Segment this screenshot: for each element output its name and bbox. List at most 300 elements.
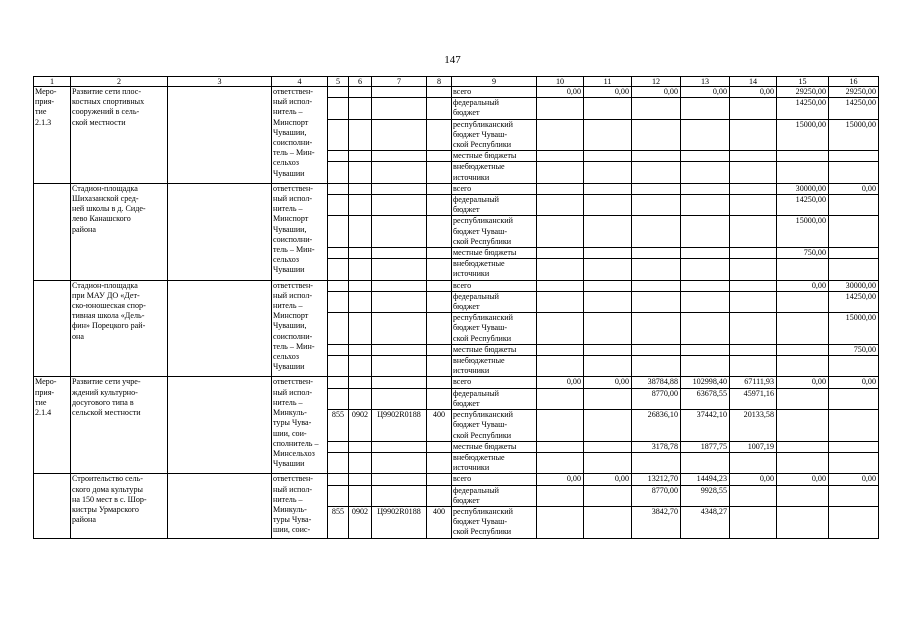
budget-code-cell <box>328 377 349 388</box>
amount-cell <box>584 259 632 280</box>
empty-cell <box>168 474 272 538</box>
budget-code-cell <box>372 356 427 377</box>
budget-code-cell <box>427 183 452 194</box>
amount-cell: 67111,93 <box>730 377 777 388</box>
empty-cell <box>168 280 272 377</box>
budget-code-cell <box>328 98 349 119</box>
budget-code-cell <box>328 388 349 409</box>
amount-cell: 15000,00 <box>829 119 879 151</box>
measure-cell <box>34 183 71 280</box>
page-number: 147 <box>444 54 461 66</box>
amount-cell: 15000,00 <box>777 119 829 151</box>
column-number: 2 <box>71 77 168 87</box>
budget-code-cell <box>372 452 427 473</box>
column-number: 11 <box>584 77 632 87</box>
amount-cell: 15000,00 <box>777 216 829 248</box>
amount-cell: 30000,00 <box>829 280 879 291</box>
budget-code-cell <box>427 98 452 119</box>
amount-cell <box>584 344 632 355</box>
column-number: 4 <box>272 77 328 87</box>
budget-code-cell <box>349 474 372 485</box>
budget-code-cell <box>427 87 452 98</box>
amount-cell <box>537 280 584 291</box>
budget-code-cell <box>427 441 452 452</box>
amount-cell <box>829 162 879 183</box>
column-number: 12 <box>632 77 681 87</box>
budget-code-cell <box>349 259 372 280</box>
amount-cell <box>777 506 829 538</box>
amount-cell <box>584 280 632 291</box>
amount-cell <box>777 452 829 473</box>
column-number: 15 <box>777 77 829 87</box>
budget-code-cell <box>349 452 372 473</box>
empty-cell <box>168 87 272 184</box>
amount-cell <box>730 195 777 216</box>
amount-cell <box>730 248 777 259</box>
budget-code-cell <box>349 313 372 345</box>
budget-code-cell <box>349 377 372 388</box>
budget-code-cell <box>427 356 452 377</box>
column-number: 16 <box>829 77 879 87</box>
amount-cell <box>777 313 829 345</box>
amount-cell: 8770,00 <box>632 388 681 409</box>
budget-code-cell <box>372 441 427 452</box>
amount-cell <box>777 388 829 409</box>
amount-cell: 15000,00 <box>829 313 879 345</box>
amount-cell <box>537 344 584 355</box>
executor-cell: ответствен- ный испол- нитель – Минкуль- туры Чува- шии, соис- <box>272 474 328 538</box>
budget-code-cell: 400 <box>427 506 452 538</box>
budget-code-cell <box>349 248 372 259</box>
amount-cell <box>584 119 632 151</box>
budget-code-cell: Ц9902R0188 <box>372 506 427 538</box>
amount-cell: 0,00 <box>537 377 584 388</box>
budget-code-cell <box>328 162 349 183</box>
amount-cell <box>829 506 879 538</box>
budget-code-cell <box>328 216 349 248</box>
budget-code-cell <box>427 485 452 506</box>
amount-cell: 3842,70 <box>632 506 681 538</box>
amount-cell <box>681 356 730 377</box>
amount-cell <box>681 344 730 355</box>
budget-code-cell <box>328 119 349 151</box>
amount-cell <box>537 195 584 216</box>
budget-code-cell <box>372 151 427 162</box>
table-row <box>34 87 879 98</box>
amount-cell: 0,00 <box>584 87 632 98</box>
budget-code-cell <box>328 195 349 216</box>
column-number: 5 <box>328 77 349 87</box>
budget-code-cell <box>328 356 349 377</box>
amount-cell <box>537 485 584 506</box>
amount-cell <box>632 119 681 151</box>
amount-cell <box>632 291 681 312</box>
budget-table <box>33 76 879 539</box>
budget-code-cell <box>372 313 427 345</box>
amount-cell: 0,00 <box>829 377 879 388</box>
budget-code-cell <box>328 313 349 345</box>
amount-cell <box>584 216 632 248</box>
budget-code-cell <box>349 291 372 312</box>
amount-cell <box>777 485 829 506</box>
amount-cell <box>829 259 879 280</box>
amount-cell <box>777 259 829 280</box>
budget-code-cell <box>349 344 372 355</box>
budget-code-cell <box>349 183 372 194</box>
amount-cell <box>829 441 879 452</box>
amount-cell <box>681 151 730 162</box>
amount-cell <box>829 248 879 259</box>
amount-cell <box>681 195 730 216</box>
executor-cell: ответствен- ный испол- нитель – Минспорт Чувашии, соисполни- тель – Мин- сельхоз Чувашии <box>272 183 328 280</box>
budget-code-cell <box>372 195 427 216</box>
budget-code-cell <box>427 388 452 409</box>
funding-source-cell: республиканский бюджет Чуваш- ской Республики <box>452 410 537 442</box>
amount-cell <box>632 259 681 280</box>
amount-cell <box>584 452 632 473</box>
table-row <box>34 474 879 485</box>
budget-code-cell <box>349 280 372 291</box>
column-number: 14 <box>730 77 777 87</box>
budget-code-cell <box>427 313 452 345</box>
amount-cell <box>537 291 584 312</box>
amount-cell <box>777 410 829 442</box>
amount-cell <box>777 151 829 162</box>
budget-code-cell <box>372 162 427 183</box>
budget-code-cell <box>349 485 372 506</box>
amount-cell <box>730 183 777 194</box>
empty-cell <box>168 183 272 280</box>
amount-cell <box>777 441 829 452</box>
amount-cell: 0,00 <box>537 87 584 98</box>
amount-cell <box>632 98 681 119</box>
budget-code-cell <box>427 216 452 248</box>
table-row <box>34 280 879 291</box>
funding-source-cell: внебюджетные источники <box>452 356 537 377</box>
column-number: 8 <box>427 77 452 87</box>
amount-cell <box>584 98 632 119</box>
amount-cell <box>584 248 632 259</box>
amount-cell <box>584 388 632 409</box>
budget-code-cell <box>372 291 427 312</box>
funding-source-cell: всего <box>452 474 537 485</box>
column-number: 3 <box>168 77 272 87</box>
funding-source-cell: внебюджетные источники <box>452 452 537 473</box>
amount-cell: 9928,55 <box>681 485 730 506</box>
budget-code-cell <box>349 151 372 162</box>
budget-code-cell <box>372 344 427 355</box>
amount-cell <box>681 291 730 312</box>
amount-cell <box>829 388 879 409</box>
amount-cell <box>632 356 681 377</box>
amount-cell <box>681 98 730 119</box>
budget-code-cell <box>328 280 349 291</box>
amount-cell <box>730 280 777 291</box>
funding-source-cell: всего <box>452 377 537 388</box>
amount-cell: 0,00 <box>829 474 879 485</box>
amount-cell: 0,00 <box>681 87 730 98</box>
amount-cell: 0,00 <box>537 474 584 485</box>
amount-cell <box>829 485 879 506</box>
budget-code-cell <box>427 259 452 280</box>
amount-cell: 14250,00 <box>777 195 829 216</box>
amount-cell <box>681 259 730 280</box>
budget-code-cell <box>328 291 349 312</box>
amount-cell <box>584 291 632 312</box>
funding-source-cell: республиканский бюджет Чуваш- ской Республики <box>452 216 537 248</box>
budget-code-cell <box>328 87 349 98</box>
amount-cell <box>537 388 584 409</box>
amount-cell <box>537 506 584 538</box>
amount-cell <box>584 183 632 194</box>
amount-cell <box>681 280 730 291</box>
funding-source-cell: федеральный бюджет <box>452 485 537 506</box>
title-cell: Стадион-площадка Шихазанской сред- ней школы в д. Сиде- лево Канашского района <box>71 183 168 280</box>
amount-cell <box>730 98 777 119</box>
amount-cell: 102998,40 <box>681 377 730 388</box>
amount-cell: 13212,70 <box>632 474 681 485</box>
amount-cell: 0,00 <box>777 377 829 388</box>
amount-cell: 29250,00 <box>829 87 879 98</box>
amount-cell: 63678,55 <box>681 388 730 409</box>
amount-cell <box>632 151 681 162</box>
amount-cell <box>537 216 584 248</box>
budget-code-cell <box>349 98 372 119</box>
amount-cell <box>777 291 829 312</box>
amount-cell <box>829 452 879 473</box>
amount-cell <box>829 216 879 248</box>
amount-cell: 1877,75 <box>681 441 730 452</box>
budget-code-cell: 855 <box>328 410 349 442</box>
budget-code-cell <box>328 151 349 162</box>
amount-cell <box>584 410 632 442</box>
budget-code-cell <box>427 119 452 151</box>
executor-cell: ответствен- ный испол- нитель – Минкуль- туры Чува- шии, сои- сполнитель – Минсельхоз Чувашии <box>272 377 328 474</box>
amount-cell <box>730 506 777 538</box>
amount-cell <box>537 259 584 280</box>
budget-code-cell <box>328 183 349 194</box>
column-number: 13 <box>681 77 730 87</box>
amount-cell: 0,00 <box>730 474 777 485</box>
amount-cell: 0,00 <box>777 280 829 291</box>
budget-code-cell <box>328 474 349 485</box>
funding-source-cell: республиканский бюджет Чуваш- ской Республики <box>452 313 537 345</box>
amount-cell <box>681 248 730 259</box>
amount-cell <box>537 356 584 377</box>
amount-cell <box>537 151 584 162</box>
amount-cell <box>681 183 730 194</box>
amount-cell <box>730 485 777 506</box>
amount-cell <box>829 195 879 216</box>
funding-source-cell: федеральный бюджет <box>452 195 537 216</box>
executor-cell: ответствен- ный испол- нитель – Минспорт Чувашии, соисполни- тель – Мин- сельхоз Чувашии <box>272 87 328 184</box>
funding-source-cell: федеральный бюджет <box>452 98 537 119</box>
budget-code-cell <box>349 441 372 452</box>
amount-cell <box>829 356 879 377</box>
funding-source-cell: республиканский бюджет Чуваш- ской Республики <box>452 119 537 151</box>
amount-cell <box>584 485 632 506</box>
amount-cell: 4348,27 <box>681 506 730 538</box>
table-row <box>34 377 879 388</box>
title-cell: Развитие сети учре- ждений культурно- досугового типа в сельской местности <box>71 377 168 474</box>
table-header-row <box>34 77 879 87</box>
column-number: 6 <box>349 77 372 87</box>
table-row <box>34 183 879 194</box>
amount-cell <box>681 162 730 183</box>
amount-cell <box>632 195 681 216</box>
budget-code-cell <box>328 344 349 355</box>
budget-code-cell <box>349 388 372 409</box>
amount-cell <box>777 344 829 355</box>
funding-source-cell: местные бюджеты <box>452 151 537 162</box>
budget-code-cell <box>349 216 372 248</box>
funding-source-cell: всего <box>452 87 537 98</box>
budget-code-cell: Ц9902R0188 <box>372 410 427 442</box>
amount-cell <box>584 356 632 377</box>
measure-cell <box>34 280 71 377</box>
budget-code-cell <box>372 98 427 119</box>
amount-cell <box>584 151 632 162</box>
budget-code-cell <box>427 377 452 388</box>
amount-cell <box>632 344 681 355</box>
funding-source-cell: всего <box>452 183 537 194</box>
amount-cell <box>777 162 829 183</box>
column-number: 7 <box>372 77 427 87</box>
amount-cell: 0,00 <box>584 474 632 485</box>
measure-cell: Меро- прия- тие 2.1.4 <box>34 377 71 474</box>
amount-cell <box>730 259 777 280</box>
budget-code-cell <box>372 183 427 194</box>
amount-cell <box>584 162 632 183</box>
funding-source-cell: федеральный бюджет <box>452 291 537 312</box>
amount-cell <box>632 162 681 183</box>
budget-code-cell <box>328 452 349 473</box>
budget-code-cell <box>372 485 427 506</box>
executor-cell: ответствен- ный испол- нитель – Минспорт Чувашии, соисполни- тель – Мин- сельхоз Чувашии <box>272 280 328 377</box>
budget-code-cell <box>427 291 452 312</box>
column-number: 10 <box>537 77 584 87</box>
amount-cell: 1007,19 <box>730 441 777 452</box>
amount-cell <box>730 162 777 183</box>
amount-cell: 0,00 <box>829 183 879 194</box>
amount-cell <box>632 248 681 259</box>
amount-cell <box>537 98 584 119</box>
budget-code-cell <box>372 248 427 259</box>
amount-cell <box>632 313 681 345</box>
budget-code-cell <box>427 452 452 473</box>
amount-cell <box>632 280 681 291</box>
budget-code-cell <box>372 474 427 485</box>
budget-code-cell <box>427 151 452 162</box>
amount-cell <box>584 441 632 452</box>
column-number: 1 <box>34 77 71 87</box>
budget-code-cell: 0902 <box>349 410 372 442</box>
amount-cell <box>681 313 730 345</box>
amount-cell: 45971,16 <box>730 388 777 409</box>
amount-cell <box>632 216 681 248</box>
budget-code-cell <box>328 441 349 452</box>
budget-code-cell <box>349 162 372 183</box>
amount-cell: 8770,00 <box>632 485 681 506</box>
title-cell: Стадион-площадка при МАУ ДО «Дет- ско-юношеская спор- тивная школа «Дель- фин» Порецкого рай- она <box>71 280 168 377</box>
budget-code-cell <box>372 259 427 280</box>
column-number: 9 <box>452 77 537 87</box>
budget-code-cell <box>349 356 372 377</box>
amount-cell: 14250,00 <box>829 291 879 312</box>
amount-cell: 14250,00 <box>777 98 829 119</box>
budget-code-cell <box>372 280 427 291</box>
amount-cell <box>730 356 777 377</box>
funding-source-cell: республиканский бюджет Чуваш- ской Республики <box>452 506 537 538</box>
amount-cell <box>537 410 584 442</box>
amount-cell <box>730 313 777 345</box>
budget-code-cell <box>427 162 452 183</box>
title-cell: Развитие сети плос- костных спортивных сооружений в сель- ской местности <box>71 87 168 184</box>
amount-cell <box>730 452 777 473</box>
amount-cell <box>537 183 584 194</box>
budget-code-cell <box>427 280 452 291</box>
measure-cell: Меро- прия- тие 2.1.3 <box>34 87 71 184</box>
amount-cell <box>829 410 879 442</box>
amount-cell: 20133,58 <box>730 410 777 442</box>
budget-code-cell: 855 <box>328 506 349 538</box>
amount-cell <box>537 162 584 183</box>
budget-code-cell <box>372 119 427 151</box>
amount-cell <box>537 248 584 259</box>
measure-cell <box>34 474 71 538</box>
budget-code-cell <box>372 388 427 409</box>
budget-code-cell: 400 <box>427 410 452 442</box>
amount-cell: 26836,10 <box>632 410 681 442</box>
budget-code-cell <box>372 216 427 248</box>
budget-code-cell <box>349 195 372 216</box>
amount-cell: 30000,00 <box>777 183 829 194</box>
amount-cell: 29250,00 <box>777 87 829 98</box>
amount-cell <box>537 313 584 345</box>
budget-code-cell <box>372 377 427 388</box>
funding-source-cell: всего <box>452 280 537 291</box>
budget-code-cell <box>427 248 452 259</box>
budget-code-cell <box>349 119 372 151</box>
amount-cell <box>584 195 632 216</box>
amount-cell <box>681 452 730 473</box>
amount-cell <box>584 506 632 538</box>
amount-cell: 14494,23 <box>681 474 730 485</box>
budget-code-cell <box>349 87 372 98</box>
funding-source-cell: местные бюджеты <box>452 248 537 259</box>
amount-cell <box>777 356 829 377</box>
amount-cell: 0,00 <box>730 87 777 98</box>
budget-code-cell <box>328 259 349 280</box>
amount-cell <box>681 216 730 248</box>
budget-code-cell <box>328 248 349 259</box>
amount-cell <box>730 344 777 355</box>
amount-cell <box>730 291 777 312</box>
amount-cell <box>730 216 777 248</box>
title-cell: Строительство сель- ского дома культуры на 150 мест в с. Шор- кистры Урмарского района <box>71 474 168 538</box>
amount-cell: 0,00 <box>777 474 829 485</box>
funding-source-cell: местные бюджеты <box>452 441 537 452</box>
amount-cell <box>730 119 777 151</box>
amount-cell <box>584 313 632 345</box>
amount-cell <box>537 119 584 151</box>
budget-code-cell <box>328 485 349 506</box>
empty-cell <box>168 377 272 474</box>
amount-cell: 750,00 <box>777 248 829 259</box>
amount-cell <box>681 119 730 151</box>
funding-source-cell: внебюджетные источники <box>452 259 537 280</box>
budget-code-cell <box>427 344 452 355</box>
